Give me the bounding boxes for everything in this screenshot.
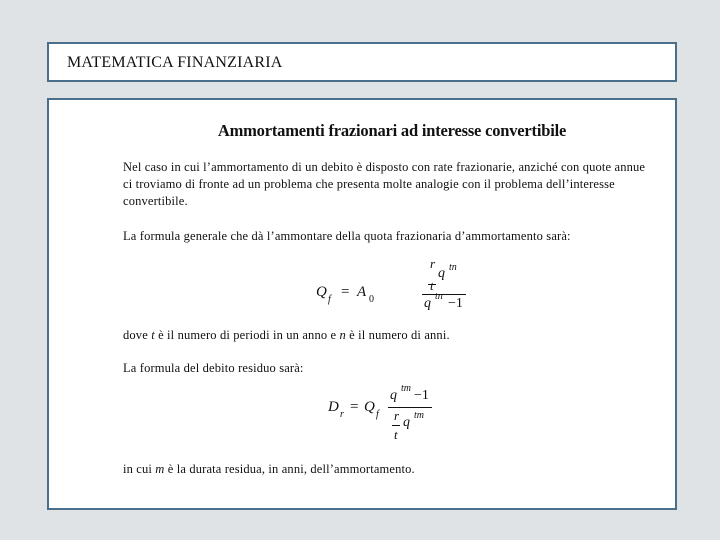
paragraph-residual-where: in cui m è la durata residua, in anni, dell’ammortamento. — [123, 462, 415, 476]
content-panel — [47, 98, 677, 510]
formula-residuo-small-fraction-bar — [392, 425, 400, 426]
slide-title: Ammortamenti frazionari ad interesse convertibile — [217, 121, 567, 140]
formula-residuo-lhs-sub: r — [340, 409, 344, 420]
formula-residuo-r: r — [394, 408, 400, 423]
formula-quota-q-bottom: q — [424, 296, 431, 311]
header-bar — [47, 42, 677, 82]
formula-residuo-exp-top: tm — [401, 383, 411, 394]
formula-quota-t: t — [430, 278, 434, 293]
formula-residuo-exp-bottom: tm — [414, 410, 424, 421]
paragraph-where: dove t è il numero di periodi in un anno e n è il numero di anni. — [123, 328, 450, 342]
variable-t: t — [151, 328, 155, 342]
formula-quota-exp-bottom: tn — [435, 291, 443, 302]
formula-residuo-coef: Q — [364, 399, 375, 415]
formula-residuo-coef-sub: f — [376, 409, 379, 420]
variable-n: n — [339, 328, 346, 342]
formula-residuo-lhs: D — [328, 399, 339, 415]
formula-debito-residuo — [326, 385, 486, 447]
formula-quota-exp-top: tn — [449, 262, 457, 273]
formula-residuo-q-top: q — [390, 388, 397, 403]
formula-residuo-minus-one: −1 — [414, 388, 429, 403]
header-title: MATEMATICA FINANZIARIA — [67, 54, 283, 71]
formula-quota-minus-one: −1 — [448, 296, 463, 311]
variable-m: m — [155, 462, 165, 476]
formula-quota-r: r — [430, 256, 436, 271]
formula-quota-fraction-bar — [422, 294, 466, 295]
formula-residuo-q-bottom: q — [403, 415, 410, 430]
formula-quota-lhs: Q — [316, 284, 327, 300]
paragraph-formula-intro: La formula generale che dà l’ammontare della quota frazionaria d’ammortamento sarà: — [123, 229, 571, 243]
formula-quota-coef-sub: 0 — [369, 294, 374, 305]
paragraph-residual-intro: La formula del debito residuo sarà: — [123, 361, 304, 375]
formula-quota-frazionaria — [314, 256, 474, 318]
formula-residuo-equals: = — [350, 399, 359, 415]
formula-quota-coef: A — [357, 284, 367, 300]
formula-quota-q-top: q — [438, 266, 445, 281]
formula-residuo-t: t — [394, 427, 398, 442]
formula-quota-equals: = — [341, 284, 350, 300]
formula-quota-lhs-sub: f — [328, 294, 331, 305]
paragraph-intro: Nel caso in cui l’ammortamento di un debito è disposto con rate frazionarie, anziché con quote annue ci troviamo di fronte ad un problema che presenta molte analogie con il problema dell’interesse convertibile. — [123, 160, 646, 208]
